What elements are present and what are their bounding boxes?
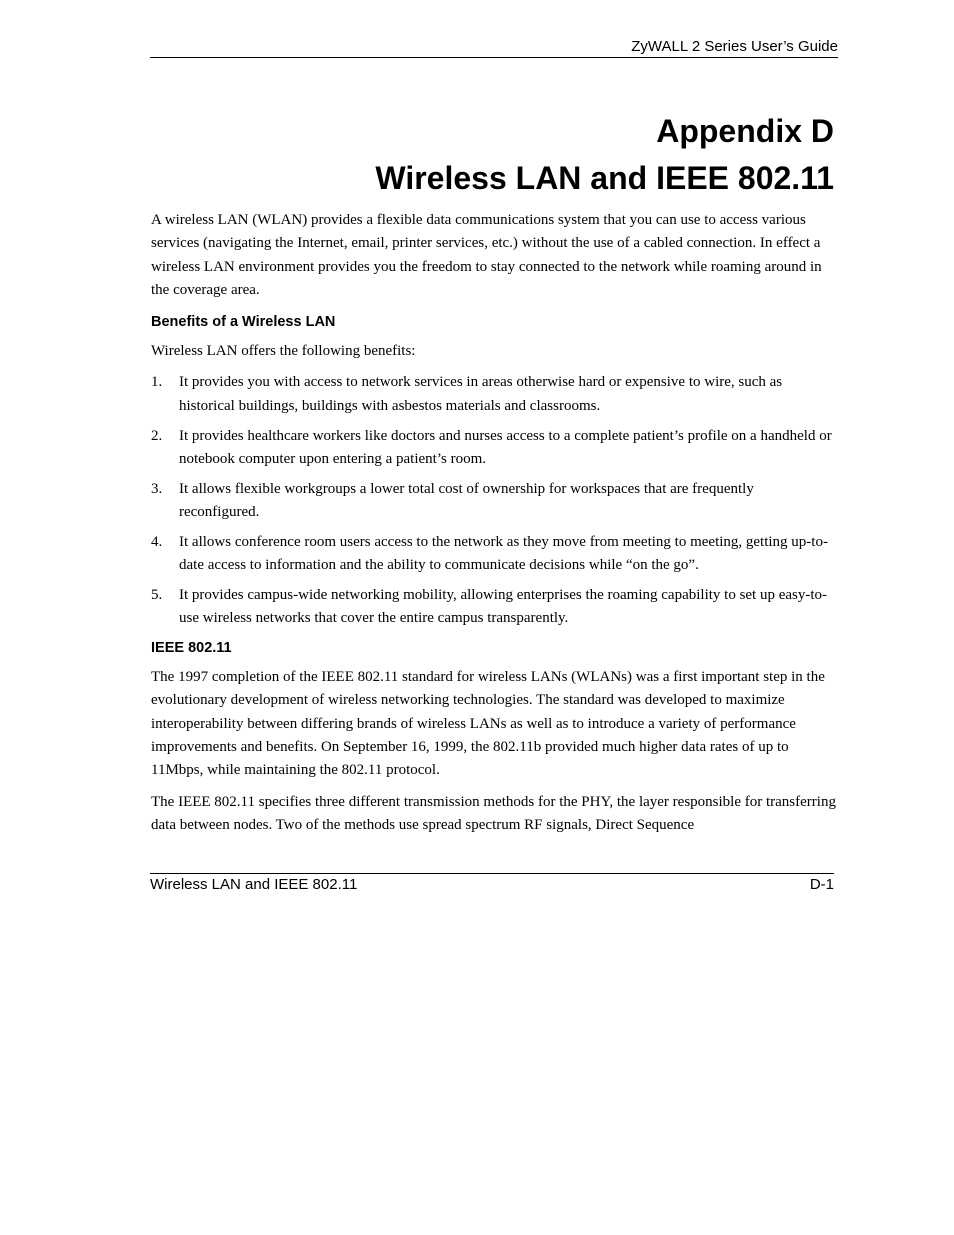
page-content <box>151 209 837 846</box>
guide-title: ZyWALL 2 Series User’s Guide <box>631 38 838 55</box>
footer-section-title: Wireless LAN and IEEE 802.11 <box>150 876 358 893</box>
list-number: 3. <box>151 480 163 497</box>
list-item <box>151 371 837 418</box>
benefits-list <box>151 371 837 630</box>
ieee-paragraph: The IEEE 802.11 specifies three different transmission methods for the PHY, the layer responsible for transferring data between nodes. Two of the methods use spread spectrum RF signals, Direct Sequence <box>151 793 836 834</box>
list-text: It provides campus-wide networking mobility, allowing enterprises the roaming capability to set up easy-to-use wireless networks that cover the entire campus transparently. <box>179 586 828 627</box>
appendix-subject: Wireless LAN and IEEE 802.11 <box>375 160 834 196</box>
list-number: 2. <box>151 427 163 444</box>
benefits-heading: Benefits of a Wireless LAN <box>151 313 336 330</box>
running-header <box>150 37 838 58</box>
list-item <box>151 531 837 578</box>
benefits-lead: Wireless LAN offers the following benefits: <box>151 342 416 359</box>
list-item <box>151 425 837 472</box>
list-text: It provides you with access to network services in areas otherwise hard or expensive to wire, such as historical buildings, buildings with asbestos materials and classrooms. <box>179 374 783 414</box>
list-text: It allows conference room users access to the network as they move from meeting to meeting, getting up-to-date access to information and the ability to communicate decisions while “on the go”. <box>179 533 828 574</box>
ieee-heading: IEEE 802.11 <box>151 639 232 656</box>
intro-paragraph: A wireless LAN (WLAN) provides a flexible data communications system that you can use to access various services (navigating the Internet, email, printer services, etc.) without the use of a cabled connection. In effect a wireless LAN environment provides you the freedom to stay connected to the network while roaming around in the coverage area. <box>151 212 822 298</box>
list-item <box>151 478 837 525</box>
list-number: 1. <box>151 374 163 391</box>
running-footer <box>150 873 834 895</box>
list-number: 5. <box>151 586 163 603</box>
list-item <box>151 584 837 631</box>
list-text: It provides healthcare workers like doctors and nurses access to a complete patient’s profile on a handheld or notebook computer upon entering a patient’s room. <box>179 427 832 467</box>
appendix-title <box>150 108 834 202</box>
page-number: D-1 <box>809 876 834 893</box>
list-text: It allows flexible workgroups a lower total cost of ownership for workspaces that are frequently reconfigured. <box>179 480 754 520</box>
appendix-label: Appendix D <box>656 113 834 149</box>
ieee-paragraph: The 1997 completion of the IEEE 802.11 standard for wireless LANs (WLANs) was a first important step in the evolutionary development of wireless networking technologies. The standard was developed to maximize interoperability between differing brands of wireless LANs as well as to introduce a variety of performance improvements and benefits. On September 16, 1999, the 802.11b provided much higher data rates of up to 11Mbps, while maintaining the 802.11 protocol. <box>151 668 825 779</box>
list-number: 4. <box>151 533 163 550</box>
